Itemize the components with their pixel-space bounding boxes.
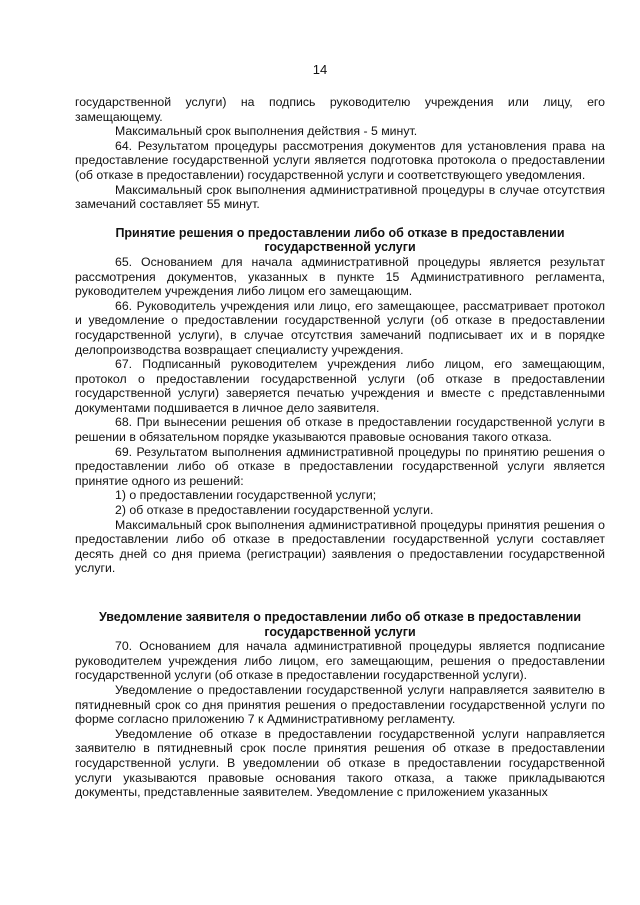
paragraph: Уведомление об отказе в предоставлении государственной услуги направляется заявителю в пятидневный срок после принятия решения об отказе в предоставлении государственной услуги. В уведомлении об отказе в предоставлении государственной услуги указываются правовые основания такого отказа, а также прикладываются документы, представленные заявителем. Уведомление с приложением указанных xyxy=(75,726,605,800)
section-heading-notification: Уведомление заявителя о предоставлении либо об отказе в предоставлении государственной услуги xyxy=(98,610,582,639)
paragraph: Уведомление о предоставлении государственной услуги направляется заявителю в пятидневный срок со дня принятия решения о предоставлении государственной услуги по форме согласно приложению 7 к Административному регламенту. xyxy=(75,682,605,727)
page-number: 14 xyxy=(312,62,328,77)
paragraph-69: 69. Результатом выполнения административной процедуры по принятию решения о предоставлении либо об отказе в предоставлении государственной услуги является принятие одного из решений: xyxy=(75,444,605,488)
paragraph: Максимальный срок выполнения административной процедуры принятия решения о предоставлении либо об отказе в предоставлении государственной услуги составляет десять дней со дня приема (регистрации) заявления о предоставлении государственной услуги. xyxy=(75,517,605,576)
paragraph-67: 67. Подписанный руководителем учреждения либо лицом, его замещающим, протокол о предоставлении государственной услуги (об отказе в предоставлении государственной услуги) заверяется печатью учреждения и вместе с представленными документами подшивается в личное дело заявителя. xyxy=(75,357,605,415)
paragraph-70: 70. Основанием для начала административной процедуры является подписание руководителем учреждения либо лицом, его замещающим, решения о предоставлении государственной услуги (об отказе в предоставлении государственной услуги). xyxy=(75,639,605,683)
paragraph-66: 66. Руководитель учреждения или лицо, его замещающее, рассматривает протокол и уведомление о предоставлении государственной услуги (об отказе в предоставлении государственной услуги), в случае отсутствия замечаний подписывает их и в порядке делопроизводства возвращает специалисту учреждения. xyxy=(75,298,605,357)
list-item: 1) о предоставлении государственной услуги; xyxy=(115,488,377,503)
paragraph: Максимальный срок выполнения действия - 5 минут. xyxy=(115,124,418,139)
paragraph-64: 64. Результатом процедуры рассмотрения документов для установления права на предоставление государственной услуги является подготовка протокола о предоставлении (об отказе в предоставлении) государственной услуги и соответствующего уведомления. xyxy=(75,138,605,182)
paragraph-65: 65. Основанием для начала административной процедуры является результат рассмотрения документов, указанных в пункте 15 Административного регламента, руководителем учреждения либо лицом его замещающим. xyxy=(75,254,605,299)
paragraph-continuation: государственной услуги) на подпись руководителю учреждения или лицу, его замещающему. xyxy=(75,95,605,124)
paragraph: Максимальный срок выполнения административной процедуры в случае отсутствия замечаний составляет 55 минут. xyxy=(75,182,605,212)
document-body xyxy=(75,95,605,800)
paragraph-68: 68. При вынесении решения об отказе в предоставлении государственной услуги в решении в обязательном порядке указываются правовые основания такого отказа. xyxy=(75,415,605,445)
list-item: 2) об отказе в предоставлении государственной услуги. xyxy=(115,503,434,518)
section-heading-decision: Принятие решения о предоставлении либо об отказе в предоставлении государственной услуги xyxy=(115,225,565,255)
